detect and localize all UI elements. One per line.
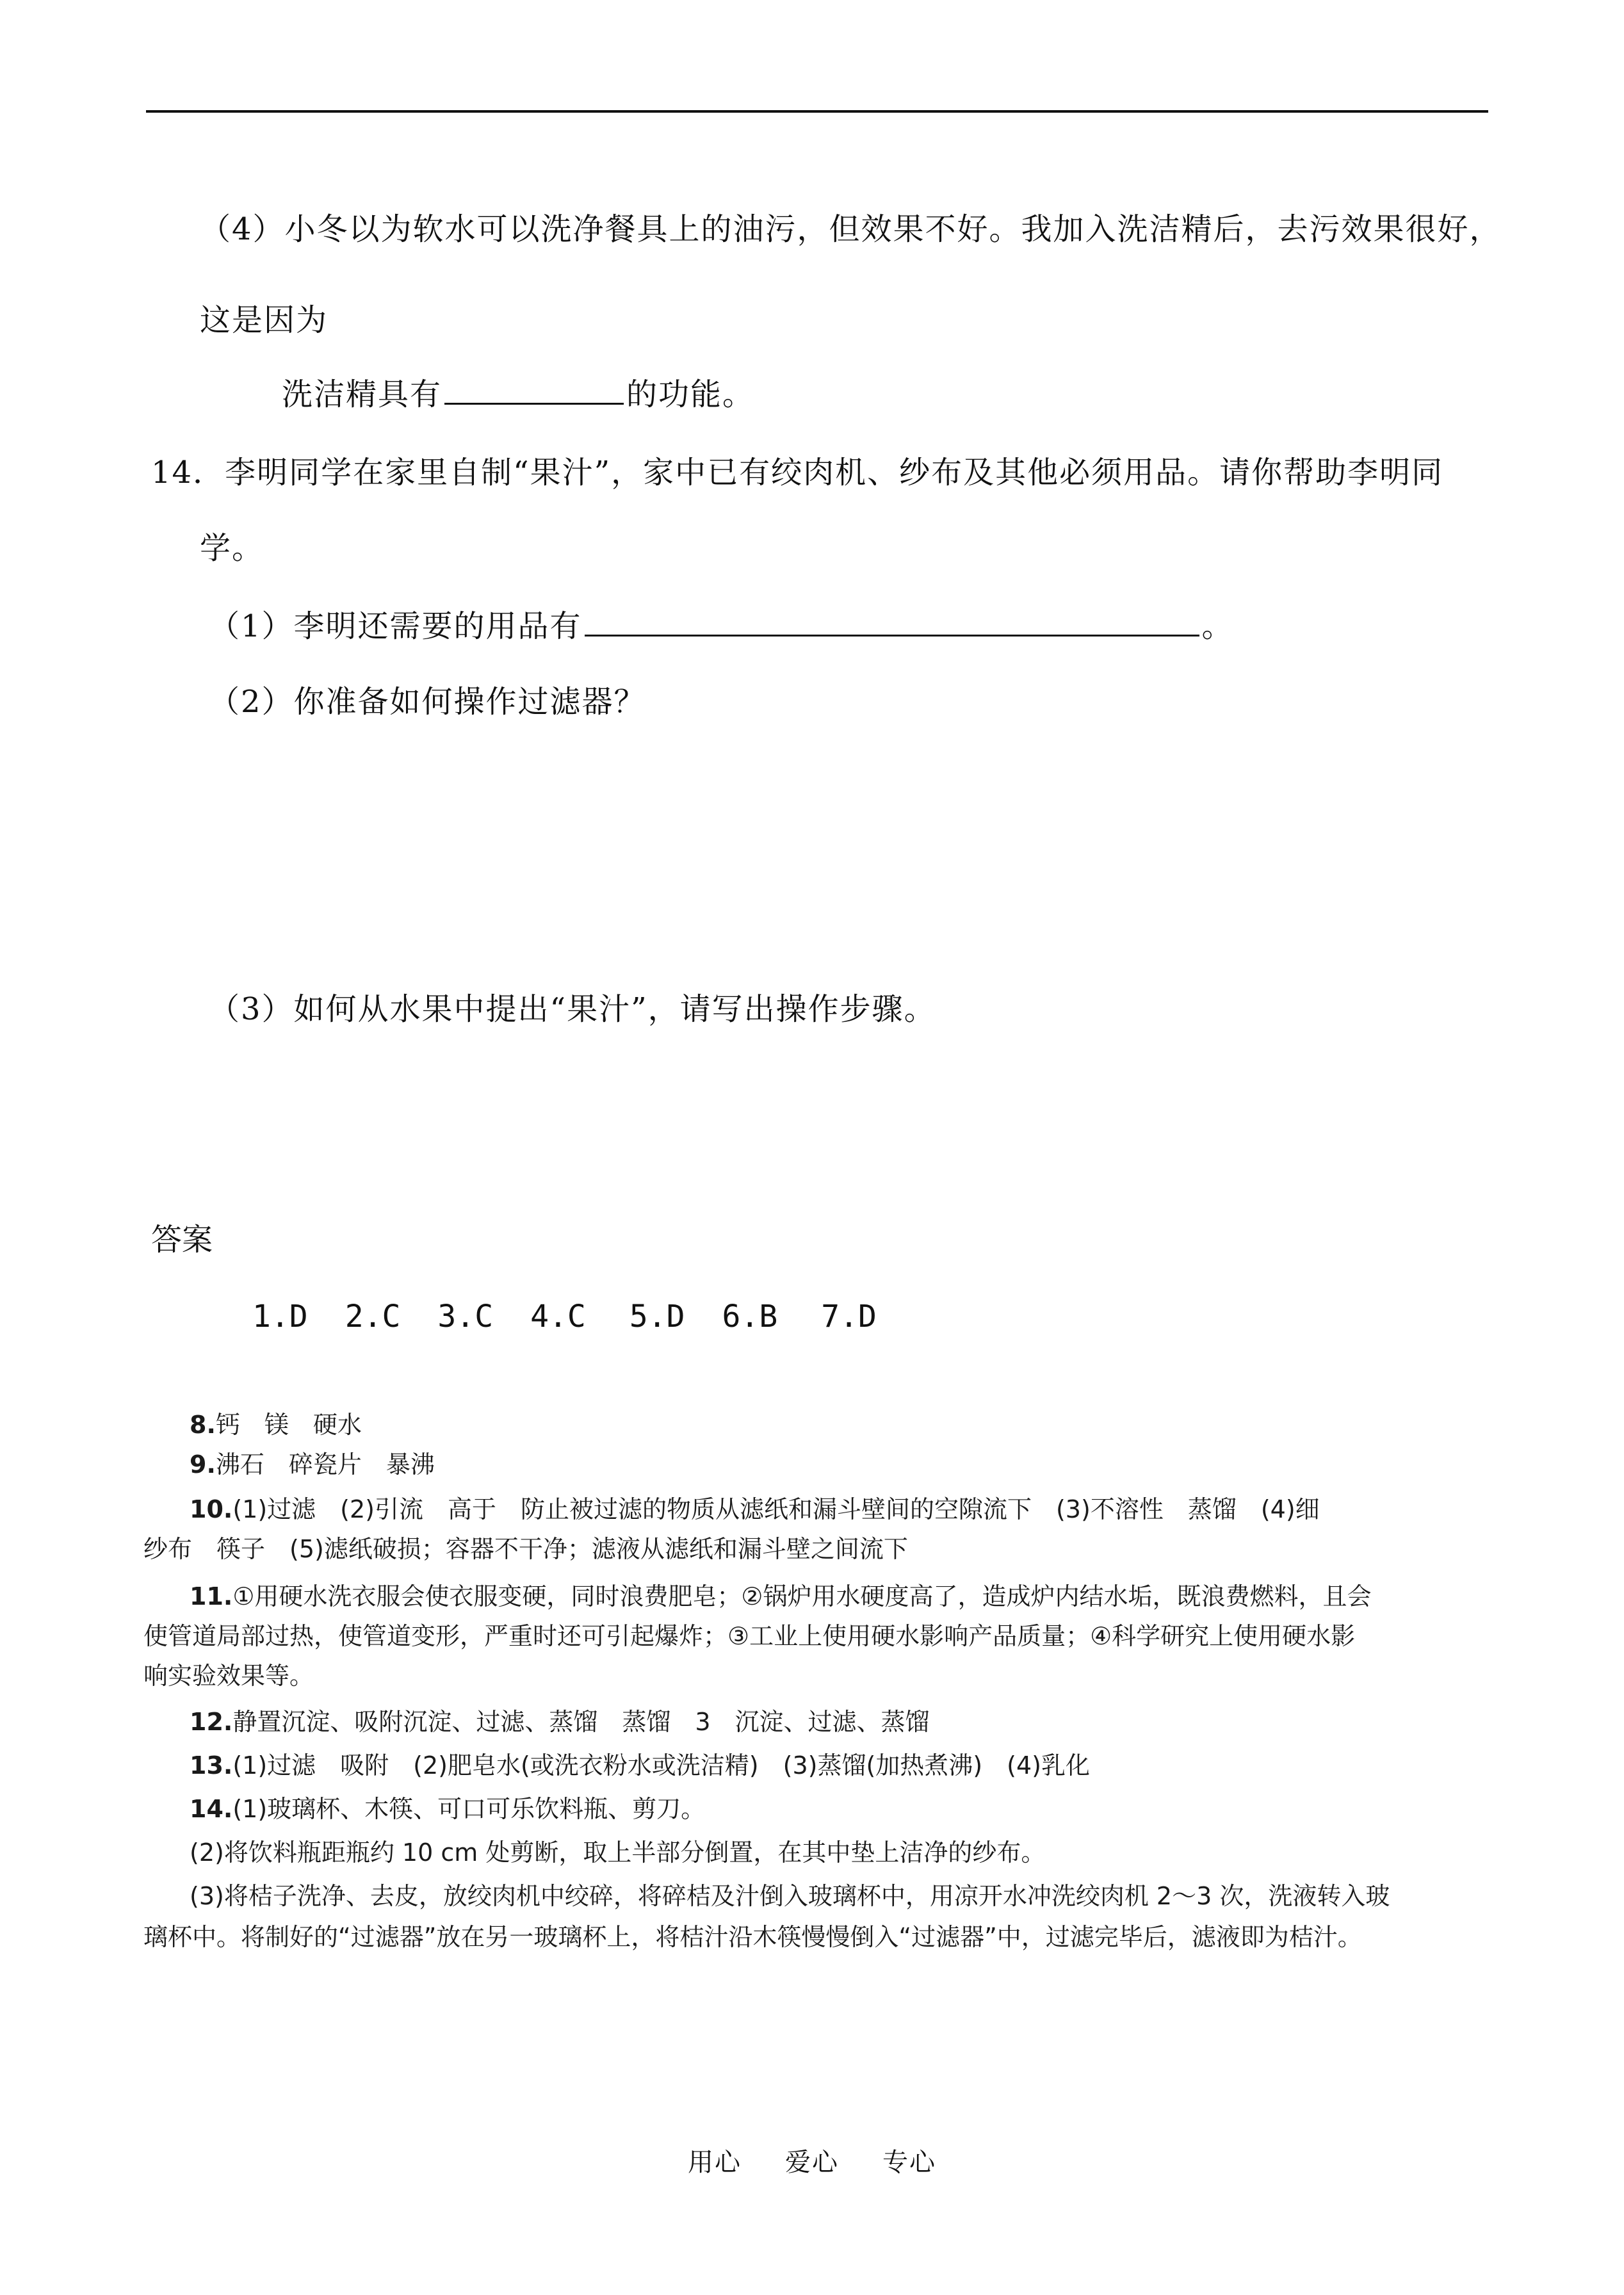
q14-part1 xyxy=(209,607,1234,645)
mc-answer: 2.C xyxy=(345,1299,401,1334)
q13-4-line1: （4）小冬以为软水可以洗净餐具上的油污，但效果不好。我加入洗洁精后，去污效果很好， xyxy=(200,211,1502,247)
answer-text: 钙 镁 硬水 xyxy=(215,1411,362,1439)
answer-11-line3: 响实验效果等。 xyxy=(143,1662,314,1690)
page-footer xyxy=(666,2146,958,2178)
answer-12 xyxy=(190,1706,1515,1738)
footer-word: 用心 xyxy=(688,2148,742,2177)
answer-text: (1)过滤 吸附 (2)肥皂水(或洗衣粉水或洗洁精) (3)蒸馏(加热煮沸) (4)乳化 xyxy=(232,1751,1090,1780)
answer-text: ①用硬水洗衣服会使衣服变硬，同时浪费肥皂；②锅炉用水硬度高了，造成炉内结水垢，既浪费燃料，且会 xyxy=(232,1582,1372,1610)
q14-part2: （2）你准备如何操作过滤器？ xyxy=(209,684,646,720)
answer-number: 14. xyxy=(190,1795,233,1823)
answer-11-line2: 使管道局部过热，使管道变形，严重时还可引起爆炸；③工业上使用硬水影响产品质量；④科学研究上使用硬水影 xyxy=(143,1622,1356,1650)
answer-number: 8. xyxy=(190,1411,216,1439)
mc-answer: 4.C xyxy=(530,1299,586,1334)
answer-8 xyxy=(190,1409,1515,1441)
q14-line2: 学。 xyxy=(200,530,264,566)
answer-14-line3: (3)将桔子洗净、去皮，放绞肉机中绞碎，将碎桔及汁倒入玻璃杯中，用凉开水冲洗绞肉机 2～3 次，洗液转入玻 xyxy=(190,1882,1390,1910)
q14-part3: （3）如何从水果中提出“果汁”，请写出操作步骤。 xyxy=(209,991,936,1027)
q13-4-prefix: 洗洁精具有 xyxy=(282,377,443,412)
answer-14-line4: 璃杯中。将制好的“过滤器”放在另一玻璃杯上，将桔汁沿木筷慢慢倒入“过滤器”中，过滤完毕后，滤液即为桔汁。 xyxy=(143,1923,1362,1951)
q14-part1-suffix: 。 xyxy=(1201,608,1234,644)
answer-text: (1)玻璃杯、木筷、可口可乐饮料瓶、剪刀。 xyxy=(232,1795,706,1823)
answer-number: 12. xyxy=(190,1708,233,1736)
q14-part1-prefix: （1）李明还需要的用品有 xyxy=(209,608,582,644)
mc-answer: 3.C xyxy=(437,1299,494,1334)
answer-9 xyxy=(190,1448,1515,1480)
answers-title: 答案 xyxy=(151,1222,213,1258)
mc-answers xyxy=(252,1297,914,1336)
answer-text: 静置沉淀、吸附沉淀、过滤、蒸馏 蒸馏 3 沉淀、过滤、蒸馏 xyxy=(232,1708,930,1736)
answer-14-line2: (2)将饮料瓶距瓶约 10 cm 处剪断，取上半部分倒置，在其中垫上洁净的纱布。 xyxy=(190,1838,1046,1867)
answer-13 xyxy=(190,1749,1515,1781)
answer-number: 10. xyxy=(190,1495,233,1523)
mc-answer: 7.D xyxy=(821,1299,877,1334)
answer-11-line1 xyxy=(190,1580,1515,1612)
answer-blank[interactable] xyxy=(585,629,1199,637)
q14-line1: 14．李明同学在家里自制“果汁”，家中已有绞肉机、纱布及其他必须用品。请你帮助李明同 xyxy=(151,455,1444,491)
q13-4-suffix: 的功能。 xyxy=(626,377,755,412)
q13-4-line3 xyxy=(282,375,754,414)
footer-word: 爱心 xyxy=(785,2148,839,2177)
answer-text: 沸石 碎瓷片 暴沸 xyxy=(215,1450,435,1479)
answer-14-line1 xyxy=(190,1793,1515,1825)
mc-answer: 5.D xyxy=(629,1299,685,1334)
footer-word: 专心 xyxy=(882,2148,936,2177)
answer-blank[interactable] xyxy=(444,398,624,405)
mc-answer: 6.B xyxy=(722,1299,778,1334)
q13-4-line2: 这是因为 xyxy=(200,302,329,338)
header-rule xyxy=(146,110,1488,113)
answer-10-line2: 纱布 筷子 (5)滤纸破损；容器不干净；滤液从滤纸和漏斗壁之间流下 xyxy=(143,1535,908,1563)
answer-10-line1 xyxy=(190,1493,1515,1525)
mc-answer: 1.D xyxy=(252,1299,308,1334)
answer-text: (1)过滤 (2)引流 高于 防止被过滤的物质从滤纸和漏斗壁间的空隙流下 (3)不溶性 蒸馏 (4)细 xyxy=(232,1495,1320,1523)
answer-number: 11. xyxy=(190,1582,233,1610)
answer-number: 13. xyxy=(190,1751,233,1780)
answer-number: 9. xyxy=(190,1450,216,1479)
